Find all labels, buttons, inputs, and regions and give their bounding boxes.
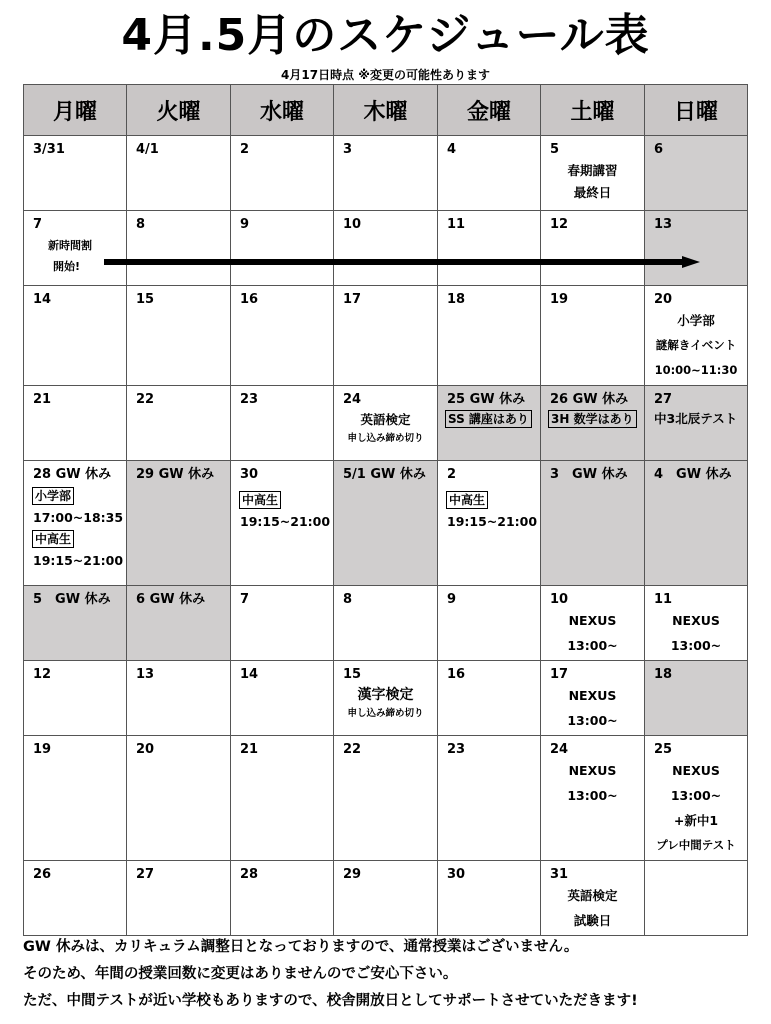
event-text: 英語検定 (567, 888, 618, 903)
event-time: 10:00~11:30 (654, 363, 738, 377)
day-number: 7 (240, 592, 250, 607)
day-cell (438, 586, 541, 661)
day-number: 26 GW 休み (550, 392, 629, 407)
week-row (24, 211, 748, 286)
day-number: 6 (654, 142, 664, 157)
week-row (24, 586, 748, 661)
day-number: 4 GW 休み (654, 467, 732, 482)
event-box: 中高生 (32, 530, 74, 548)
day-number: 5/1 GW 休み (343, 467, 426, 482)
week-row (24, 861, 748, 936)
day-cell (334, 211, 438, 286)
day-cell (541, 136, 645, 211)
day-number: 3 GW 休み (550, 467, 628, 482)
weekday-header: 水曜 (231, 85, 334, 136)
day-number: 21 (33, 392, 52, 407)
day-number: 31 (550, 867, 569, 882)
week-row (24, 286, 748, 386)
day-number: 18 (447, 292, 466, 307)
event-box: 3H 数学はあり (548, 410, 637, 428)
week-row (24, 136, 748, 211)
day-cell (24, 736, 127, 861)
day-number (645, 861, 747, 867)
day-number: 25 (654, 742, 673, 757)
day-cell (231, 736, 334, 861)
day-number: 24 (550, 742, 569, 757)
day-cell-holiday (645, 461, 748, 586)
weekday-header: 木曜 (334, 85, 438, 136)
day-number: 9 (447, 592, 457, 607)
day-cell (231, 286, 334, 386)
day-cell (438, 861, 541, 936)
page-subtitle: 4月17日時点 ※変更の可能性あります (281, 68, 490, 82)
day-cell (334, 586, 438, 661)
day-cell (24, 861, 127, 936)
week-row (24, 461, 748, 586)
day-number: 30 (240, 467, 259, 482)
event-text: 最終日 (573, 185, 612, 200)
day-number: 18 (654, 667, 673, 682)
day-number: 10 (550, 592, 569, 607)
day-cell (541, 861, 645, 936)
event-box: 中高生 (446, 491, 488, 509)
day-cell (231, 461, 334, 586)
weekday-header: 日曜 (645, 85, 748, 136)
arrow-right-icon (104, 256, 700, 268)
day-cell-holiday (127, 461, 231, 586)
event-text: NEXUS (672, 763, 720, 778)
day-number: 27 (654, 392, 673, 407)
day-number: 15 (136, 292, 155, 307)
event-time: 13:00~ (567, 638, 618, 653)
day-number: 16 (240, 292, 259, 307)
schedule-calendar (23, 84, 748, 936)
day-number: 23 (240, 392, 259, 407)
day-cell-holiday (334, 461, 438, 586)
day-number: 2 (447, 467, 457, 482)
day-number: 19 (550, 292, 569, 307)
day-number: 4/1 (136, 142, 159, 157)
day-number: 22 (343, 742, 362, 757)
day-number: 5 GW 休み (33, 592, 111, 607)
day-number: 9 (240, 217, 250, 232)
day-cell-holiday (127, 586, 231, 661)
week-row (24, 386, 748, 461)
day-number: 14 (33, 292, 52, 307)
day-number: 27 (136, 867, 155, 882)
day-number: 22 (136, 392, 155, 407)
day-number: 21 (240, 742, 259, 757)
day-cell (645, 286, 748, 386)
event-time: 13:00~ (567, 713, 618, 728)
day-number: 6 GW 休み (136, 592, 206, 607)
day-cell (127, 861, 231, 936)
event-text: NEXUS (568, 688, 617, 703)
event-text: +新中1 (673, 813, 719, 828)
event-note: 申し込み締め切り (347, 433, 424, 444)
event-time: 19:15~21:00 (447, 514, 538, 529)
day-number: 13 (136, 667, 155, 682)
week-row (24, 736, 748, 861)
day-number: 7 (33, 217, 43, 232)
event-text: NEXUS (568, 613, 617, 628)
event-box: 小学部 (32, 487, 74, 505)
event-text: 英語検定 (360, 412, 411, 427)
day-cell (438, 286, 541, 386)
day-cell (334, 661, 438, 736)
day-cell (231, 211, 334, 286)
day-cell (231, 586, 334, 661)
day-cell (24, 661, 127, 736)
day-number: 10 (343, 217, 362, 232)
day-cell (24, 386, 127, 461)
event-time: 19:15~21:00 (33, 553, 124, 568)
event-text: 試験日 (573, 913, 612, 928)
footer-line: ただ、中間テストが近い学校もありますので、校舎開放日としてサポートさせていただきます! (23, 993, 638, 1009)
day-number: 12 (33, 667, 52, 682)
day-cell (541, 211, 645, 286)
footer-line: そのため、年間の授業回数に変更はありませんのでご安心下さい。 (23, 966, 458, 982)
day-number: 25 GW 休み (447, 392, 526, 407)
day-cell (645, 586, 748, 661)
event-text: 小学部 (677, 313, 715, 328)
day-cell (438, 211, 541, 286)
weekday-header: 火曜 (127, 85, 231, 136)
event-note: 申し込み締め切り (347, 708, 424, 719)
day-cell (438, 736, 541, 861)
event-box: SS 講座はあり (445, 410, 532, 428)
day-cell-holiday (438, 386, 541, 461)
day-number: 13 (654, 217, 673, 232)
day-number: 4 (447, 142, 457, 157)
day-number: 3/31 (33, 142, 65, 157)
footer-line: GW 休みは、カリキュラム調整日となっておりますので、通常授業はございません。 (23, 939, 579, 955)
day-cell (231, 861, 334, 936)
day-cell (127, 286, 231, 386)
event-text: プレ中間テスト (656, 838, 736, 852)
day-cell (127, 386, 231, 461)
day-number: 29 GW 休み (136, 467, 215, 482)
day-cell (438, 661, 541, 736)
day-cell-holiday (645, 386, 748, 461)
event-text: 中3北辰テスト (654, 411, 738, 426)
day-number: 12 (550, 217, 569, 232)
event-time: 17:00~18:35 (33, 510, 124, 525)
day-number: 17 (550, 667, 569, 682)
day-number: 28 (240, 867, 259, 882)
day-cell (541, 661, 645, 736)
day-number: 16 (447, 667, 466, 682)
weekday-header: 金曜 (438, 85, 541, 136)
day-number: 3 (343, 142, 353, 157)
day-cell (24, 461, 127, 586)
day-cell (231, 661, 334, 736)
event-text: NEXUS (672, 613, 720, 628)
event-box: 中高生 (239, 491, 281, 509)
day-cell (334, 136, 438, 211)
day-cell (24, 286, 127, 386)
day-number: 20 (136, 742, 155, 757)
weekday-header: 土曜 (541, 85, 645, 136)
day-cell (334, 861, 438, 936)
day-cell-holiday (645, 211, 748, 286)
event-text: 漢字検定 (357, 687, 414, 703)
day-number: 11 (654, 592, 673, 607)
footer-notes (23, 934, 763, 1015)
event-text: 開始! (53, 260, 81, 273)
event-time: 13:00~ (670, 788, 722, 803)
day-cell (334, 736, 438, 861)
event-text: 謎解きイベント (655, 338, 737, 352)
weekday-header: 月曜 (24, 85, 127, 136)
day-number: 17 (343, 292, 362, 307)
day-number: 19 (33, 742, 52, 757)
weekday-header-row (24, 85, 748, 136)
day-cell (438, 136, 541, 211)
day-cell (541, 286, 645, 386)
day-cell (127, 211, 231, 286)
week-row (24, 661, 748, 736)
day-number: 5 (550, 142, 560, 157)
day-cell-holiday (24, 586, 127, 661)
event-text: NEXUS (568, 763, 617, 778)
day-cell (127, 136, 231, 211)
day-cell-holiday (541, 461, 645, 586)
day-number: 28 GW 休み (33, 467, 112, 482)
page-title: 4月.5月のスケジュール表 (121, 10, 650, 61)
day-number: 14 (240, 667, 259, 682)
day-cell (24, 211, 127, 286)
day-cell (231, 386, 334, 461)
event-time: 13:00~ (567, 788, 618, 803)
day-cell-holiday (645, 661, 748, 736)
day-cell (334, 286, 438, 386)
event-time: 13:00~ (670, 638, 722, 653)
day-number: 23 (447, 742, 466, 757)
day-number: 2 (240, 142, 250, 157)
day-number: 8 (136, 217, 146, 232)
day-cell-empty (645, 861, 748, 936)
day-number: 11 (447, 217, 466, 232)
day-number: 29 (343, 867, 362, 882)
event-text: 春期講習 (567, 163, 618, 178)
day-number: 26 (33, 867, 52, 882)
day-number: 24 (343, 392, 362, 407)
day-cell-holiday (541, 386, 645, 461)
day-cell (541, 586, 645, 661)
day-cell (541, 736, 645, 861)
day-cell-holiday (645, 136, 748, 211)
event-time: 19:15~21:00 (240, 514, 331, 529)
day-number: 30 (447, 867, 466, 882)
day-number: 20 (654, 292, 673, 307)
day-cell (438, 461, 541, 586)
event-text: 新時間割 (48, 239, 92, 252)
day-cell (334, 386, 438, 461)
day-number: 8 (343, 592, 353, 607)
day-cell (24, 136, 127, 211)
day-cell (231, 136, 334, 211)
day-number: 15 (343, 667, 362, 682)
day-cell (127, 736, 231, 861)
day-cell (127, 661, 231, 736)
day-cell (645, 736, 748, 861)
